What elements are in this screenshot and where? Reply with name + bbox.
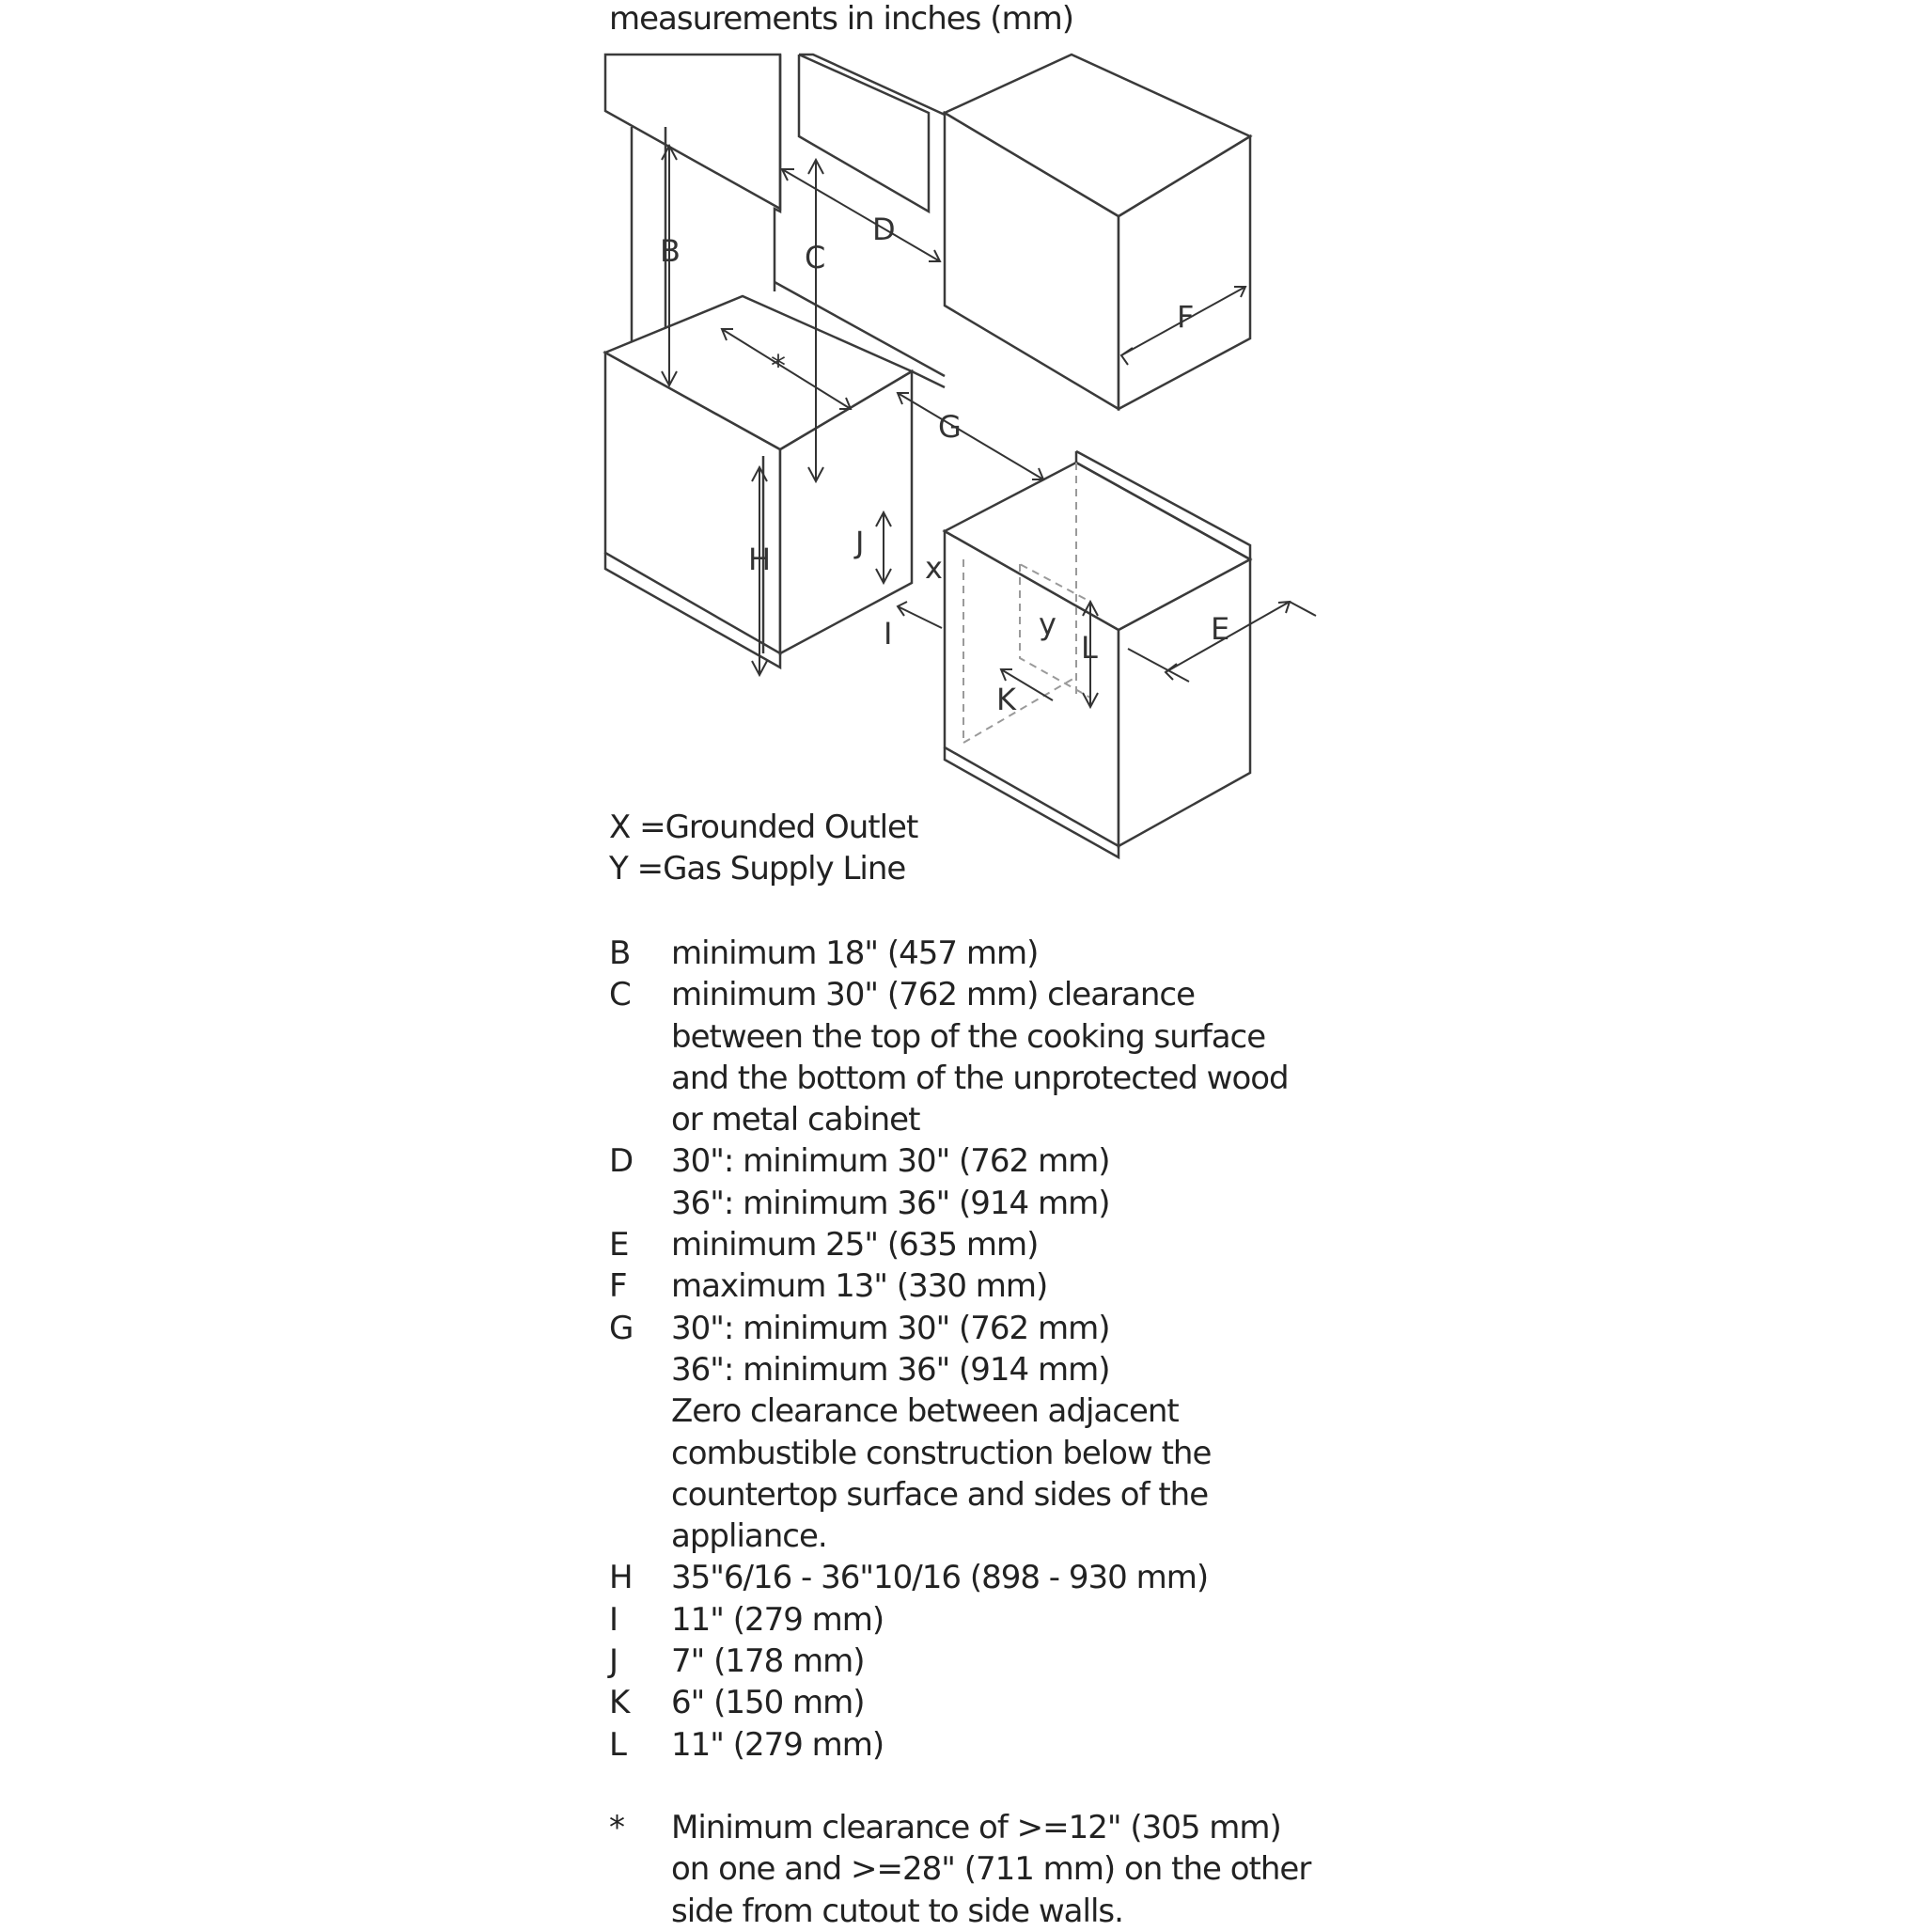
- dimension-row-K: [609, 1682, 1323, 1723]
- dimension-row-B: [609, 933, 1323, 974]
- legend-grounded-outlet: X =Grounded Outlet: [609, 809, 918, 846]
- dimension-text: minimum 18" (457 mm): [671, 935, 1039, 972]
- label-x: x: [925, 550, 943, 586]
- dimension-row-D: [609, 1140, 1323, 1224]
- note-text: Minimum clearance of >=12" (305 mm): [671, 1808, 1281, 1846]
- dimension-text: maximum 13" (330 mm): [671, 1267, 1048, 1306]
- note-marker: *: [609, 1808, 624, 1846]
- label-K: K: [996, 682, 1016, 717]
- label-G: G: [938, 409, 962, 445]
- label-H: H: [748, 542, 772, 577]
- dimension-text: 11" (279 mm): [671, 1600, 884, 1639]
- clearance-note: [609, 1807, 1323, 1932]
- dimension-key: I: [609, 1600, 618, 1639]
- dimension-row-L: [609, 1724, 1323, 1766]
- dim-G-line: [898, 393, 1043, 479]
- note-text: side from cutout to side walls.: [671, 1892, 1123, 1930]
- dimension-key: L: [609, 1725, 626, 1764]
- dimension-text: 6" (150 mm): [671, 1684, 865, 1722]
- dimension-key: H: [609, 1559, 633, 1597]
- dimension-row-F: [609, 1265, 1323, 1307]
- dimension-text: 7" (178 mm): [671, 1642, 865, 1681]
- label-F: F: [1177, 299, 1195, 335]
- dimension-text: appliance.: [671, 1517, 827, 1556]
- dimension-row-G: [609, 1308, 1323, 1558]
- dimension-text: combustible construction below the: [671, 1434, 1212, 1472]
- dimension-text: minimum 25" (635 mm): [671, 1226, 1039, 1264]
- dimension-row-J: [609, 1641, 1323, 1682]
- legend-gas-supply-line: Y =Gas Supply Line: [609, 850, 906, 887]
- dimension-row-H: [609, 1557, 1323, 1598]
- dimension-text: 36": minimum 36" (914 mm): [671, 1184, 1110, 1222]
- measurements-heading: measurements in inches (mm): [609, 0, 1073, 38]
- dimension-text: 11" (279 mm): [671, 1725, 884, 1764]
- dimension-row-I: [609, 1599, 1323, 1641]
- dimension-text: or metal cabinet: [671, 1101, 920, 1139]
- dimension-text: 35"6/16 - 36"10/16 (898 - 930 mm): [671, 1559, 1209, 1597]
- dimension-key: J: [609, 1642, 618, 1681]
- dimension-key: D: [609, 1142, 634, 1181]
- dimension-list: [609, 933, 1323, 1932]
- dimension-text: 30": minimum 30" (762 mm): [671, 1142, 1110, 1181]
- dimension-key: C: [609, 976, 631, 1014]
- label-D: D: [872, 212, 896, 247]
- diagram-legend: [609, 807, 917, 889]
- dimension-key: F: [609, 1267, 627, 1306]
- label-E: E: [1211, 611, 1230, 647]
- dimension-text: between the top of the cooking surface: [671, 1017, 1266, 1056]
- dimension-text: and the bottom of the unprotected wood: [671, 1059, 1289, 1097]
- label-L: L: [1081, 630, 1098, 666]
- installation-diagram: [0, 0, 1925, 865]
- dim-I-line: [898, 602, 942, 628]
- dimension-key: G: [609, 1309, 634, 1347]
- label-star: *: [771, 348, 786, 384]
- dimension-row-C: [609, 974, 1323, 1140]
- dimension-key: K: [609, 1684, 630, 1722]
- dimension-text: Zero clearance between adjacent: [671, 1392, 1179, 1431]
- label-y: y: [1039, 606, 1056, 642]
- dimension-text: 36": minimum 36" (914 mm): [671, 1350, 1110, 1389]
- dimension-row-E: [609, 1224, 1323, 1265]
- note-text: on one and >=28" (711 mm) on the other: [671, 1850, 1311, 1889]
- dimension-text: 30": minimum 30" (762 mm): [671, 1309, 1110, 1347]
- dimension-text: countertop surface and sides of the: [671, 1475, 1209, 1514]
- label-J: J: [855, 525, 865, 560]
- dimension-text: minimum 30" (762 mm) clearance: [671, 976, 1196, 1014]
- label-C: C: [805, 240, 826, 275]
- label-I: I: [884, 616, 893, 652]
- dimension-key: E: [609, 1226, 629, 1264]
- dimension-key: B: [609, 935, 631, 972]
- label-B: B: [660, 233, 681, 269]
